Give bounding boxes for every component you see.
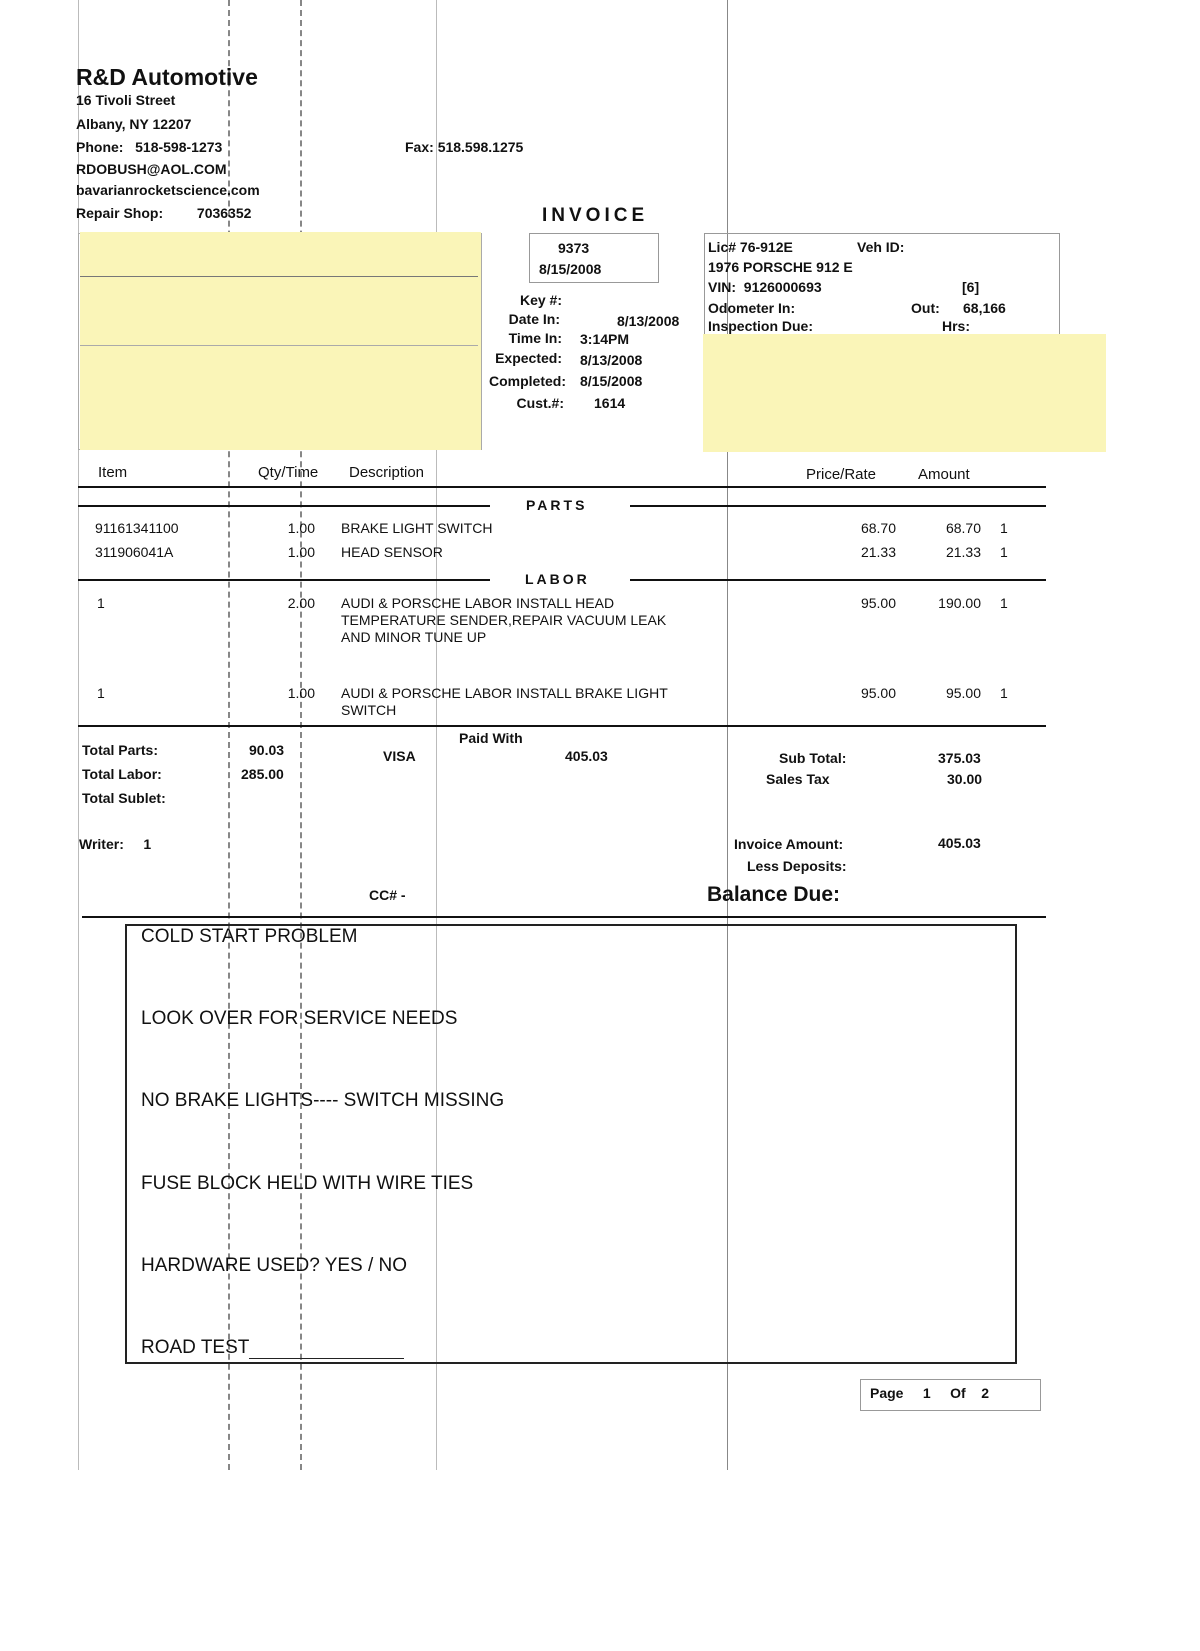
time-in-label: Time In:: [508, 330, 562, 346]
part-amount: 21.33: [945, 544, 981, 560]
odometer-out-label: Out:: [911, 300, 940, 316]
completed-value: 8/15/2008: [580, 373, 643, 389]
part-number: 91161341100: [95, 520, 179, 536]
page-indicator: [870, 1385, 989, 1401]
labor-description-line: AUDI & PORSCHE LABOR INSTALL BRAKE LIGHT: [341, 685, 668, 701]
hrs-label: Hrs:: [942, 318, 971, 334]
labor-description: [341, 595, 666, 646]
col-amount: Amount: [918, 466, 970, 483]
labor-qty: 1.00: [287, 685, 315, 701]
sales-tax-label: Sales Tax: [766, 771, 830, 787]
part-qty: 1.00: [287, 544, 315, 560]
header-rule: [78, 486, 1046, 488]
labor-item: 1: [97, 685, 105, 701]
customer-divider: [80, 276, 478, 277]
lic-row: [708, 239, 793, 255]
time-in-value: 3:14PM: [580, 331, 630, 347]
labor-description-line: SWITCH: [341, 702, 397, 718]
expected-label: Expected:: [495, 350, 562, 366]
note-line: NO BRAKE LIGHTS---- SWITCH MISSING: [141, 1090, 505, 1111]
labor-rule-right: [630, 579, 1046, 581]
vehicle-description: 1976 PORSCHE 912 E: [708, 259, 853, 275]
parts-rule-right: [630, 505, 1046, 507]
page-total: 2: [981, 1385, 990, 1401]
invoice-title: INVOICE: [542, 205, 649, 226]
total-sublet-label: Total Sublet:: [82, 790, 166, 806]
subtotal-label: Sub Total:: [779, 750, 847, 766]
notes-box: [125, 924, 1017, 1364]
cust-label: Cust.#:: [516, 395, 564, 411]
invoice-amount-label: Invoice Amount:: [734, 836, 844, 852]
labor-amount: 190.00: [938, 595, 981, 611]
labor-rule-left: [78, 579, 490, 581]
odometer-out-value: 68,166: [963, 300, 1006, 316]
labor-flag: 1: [1000, 595, 1008, 611]
part-amount: 68.70: [945, 520, 981, 536]
totals-rule: [78, 725, 1046, 727]
shop-phone-row: [76, 139, 222, 155]
subtotal-value: 375.03: [938, 750, 981, 766]
paid-method: VISA: [383, 748, 416, 764]
labor-description-line: TEMPERATURE SENDER,REPAIR VACUUM LEAK: [341, 612, 667, 628]
page-label: Page: [870, 1385, 904, 1401]
shop-website: bavarianrocketscience.com: [76, 182, 260, 198]
page-current: 1: [922, 1385, 931, 1401]
shop-name: R&D Automotive: [76, 64, 258, 90]
part-flag: 1: [1000, 520, 1008, 536]
shop-street: 16 Tivoli Street: [76, 92, 176, 108]
total-labor-label: Total Labor:: [82, 766, 162, 782]
note-line: LOOK OVER FOR SERVICE NEEDS: [141, 1008, 458, 1029]
invoice-date: 8/15/2008: [539, 261, 602, 277]
col-qty: Qty/Time: [258, 464, 319, 481]
total-parts-value: 90.03: [249, 742, 285, 758]
labor-rate: 95.00: [860, 685, 896, 701]
fax-number: 518.598.1275: [437, 139, 524, 155]
parts-section-title: PARTS: [526, 497, 588, 513]
shop-phone: 518-598-1273: [135, 139, 223, 155]
labor-amount: 95.00: [945, 685, 981, 701]
total-labor-value: 285.00: [241, 766, 284, 782]
total-parts-label: Total Parts:: [82, 742, 158, 758]
vehicle-code: [6]: [962, 279, 980, 295]
writer-value: 1: [143, 836, 152, 852]
vin-value: 9126000693: [743, 279, 822, 295]
part-price: 68.70: [860, 520, 896, 536]
shop-email: RDOBUSH@AOL.COM: [76, 161, 227, 177]
labor-flag: 1: [1000, 685, 1008, 701]
note-line: HARDWARE USED? YES / NO: [141, 1255, 408, 1276]
expected-value: 8/13/2008: [580, 352, 643, 368]
lic-value: 76-912E: [739, 239, 793, 255]
note-line-road-test: [141, 1337, 404, 1359]
labor-description: [341, 685, 668, 719]
labor-qty: 2.00: [287, 595, 315, 611]
writer-label: Writer:: [79, 836, 124, 852]
vehicle-owner-redaction: [703, 334, 1106, 452]
note-line: FUSE BLOCK HELD WITH WIRE TIES: [141, 1173, 474, 1194]
part-number: 311906041A: [95, 544, 174, 560]
part-flag: 1: [1000, 544, 1008, 560]
col-item: Item: [98, 464, 128, 481]
less-deposits-label: Less Deposits:: [747, 858, 847, 874]
key-label: Key #:: [519, 292, 562, 308]
inspection-label: Inspection Due:: [708, 318, 814, 334]
note-line: COLD START PROBLEM: [141, 926, 358, 947]
odometer-label: Odometer In:: [708, 300, 796, 316]
paid-amount: 405.03: [565, 748, 608, 764]
parts-rule-left: [78, 505, 490, 507]
part-price: 21.33: [860, 544, 896, 560]
labor-item: 1: [97, 595, 105, 611]
repair-shop-row: [76, 205, 251, 221]
veh-id-label: Veh ID:: [857, 239, 905, 255]
date-in-value: 8/13/2008: [617, 313, 680, 329]
part-qty: 1.00: [287, 520, 315, 536]
customer-divider: [80, 345, 478, 346]
repair-shop-label: Repair Shop:: [76, 205, 164, 221]
paid-with-label: Paid With: [459, 730, 523, 746]
labor-description-line: AND MINOR TUNE UP: [341, 629, 487, 645]
vin-row: [708, 279, 822, 295]
part-description: BRAKE LIGHT SWITCH: [341, 520, 493, 536]
labor-section-title: LABOR: [525, 571, 590, 587]
writer-row: [79, 836, 151, 852]
cc-label: CC# -: [369, 887, 406, 903]
vin-label: VIN:: [708, 279, 736, 295]
fax-label: Fax:: [405, 139, 434, 155]
labor-rate: 95.00: [860, 595, 896, 611]
invoice-number: 9373: [558, 240, 590, 256]
completed-label: Completed:: [489, 373, 566, 389]
labor-description-line: AUDI & PORSCHE LABOR INSTALL HEAD: [341, 595, 615, 611]
road-test-label: ROAD TEST: [141, 1337, 250, 1358]
shop-city: Albany, NY 12207: [76, 116, 192, 132]
shop-phone-label: Phone:: [76, 139, 124, 155]
col-price: Price/Rate: [806, 466, 877, 483]
balance-due-label: Balance Due:: [707, 883, 841, 906]
col-description: Description: [349, 464, 425, 481]
repair-shop-number: 7036352: [196, 205, 252, 221]
sales-tax-value: 30.00: [947, 771, 983, 787]
part-description: HEAD SENSOR: [341, 544, 443, 560]
invoice-amount-value: 405.03: [938, 835, 981, 851]
customer-redaction: [80, 232, 481, 450]
page-of-label: Of: [950, 1385, 966, 1401]
date-in-label: Date In:: [508, 311, 560, 327]
lic-label: Lic#: [708, 239, 737, 255]
cust-value: 1614: [594, 395, 626, 411]
notes-top-rule: [82, 916, 1046, 918]
fax-row: [405, 139, 523, 155]
